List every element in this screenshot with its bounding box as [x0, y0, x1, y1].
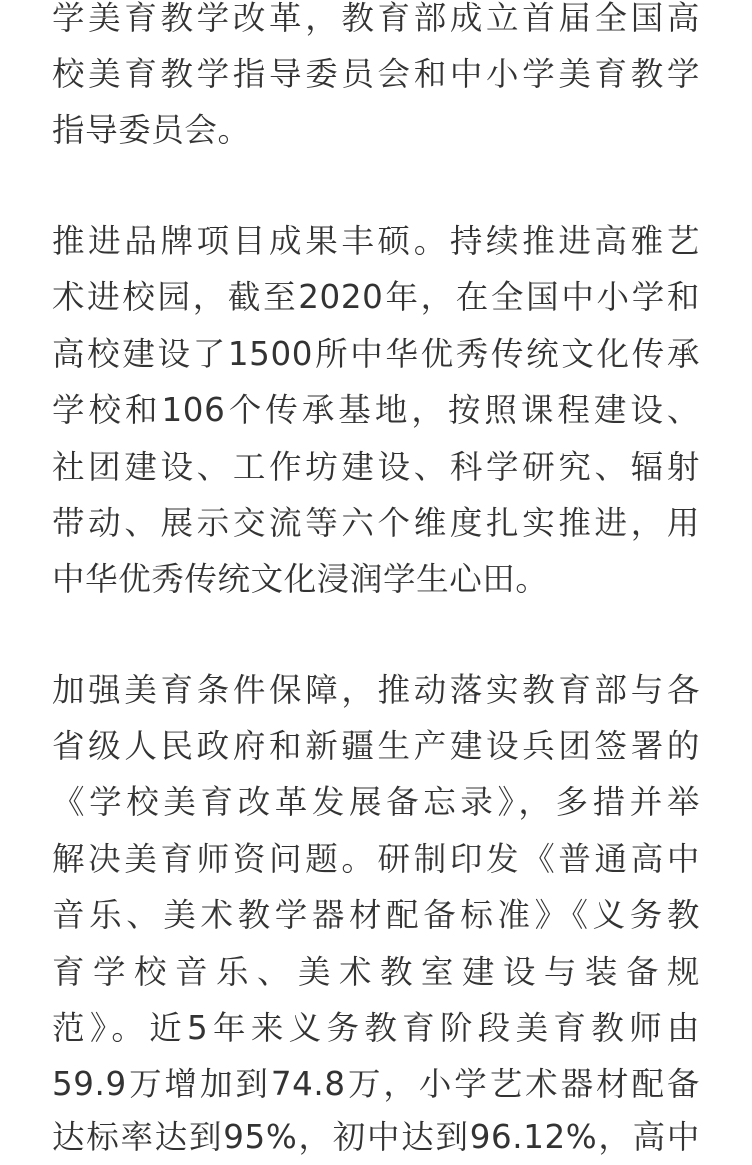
paragraph-3-line-6: 育学校音乐、美术教室建设与装备规 [52, 953, 700, 991]
paragraph-3-line-9: 达标率达到95%，初中达到96.12%，高中 [52, 1118, 700, 1156]
paragraph-3-line-4: 解决美育师资问题。研制印发《普通高中 [52, 840, 700, 878]
paragraph-3-line-5: 音乐、美术教学器材配备标准》《义务教 [52, 896, 700, 934]
paragraph-3-line-8: 59.9万增加到74.8万，小学艺术器材配备 [52, 1065, 700, 1103]
paragraph-2-line-4: 学校和106个传承基地，按照课程建设、 [52, 391, 700, 429]
paragraph-2-line-7: 中华优秀传统文化浸润学生心田。 [52, 560, 549, 598]
paragraph-1-line-1: 学美育教学改革，教育部成立首届全国高 [52, 0, 700, 37]
paragraph-3-line-3: 《学校美育改革发展备忘录》，多措并举 [52, 783, 700, 821]
paragraph-1-line-2: 校美育教学指导委员会和中小学美育教学 [52, 55, 700, 93]
paragraph-3-line-7: 范》。近5年来义务教育阶段美育教师由 [52, 1009, 700, 1047]
paragraph-1-line-3: 指导委员会。 [52, 111, 251, 149]
paragraph-3-line-1: 加强美育条件保障，推动落实教育部与各 [52, 671, 700, 709]
paragraph-2-line-6: 带动、展示交流等六个维度扎实推进，用 [52, 504, 700, 542]
paragraph-2-line-3: 高校建设了1500所中华优秀传统文化传承 [52, 335, 700, 373]
paragraph-3-line-2: 省级人民政府和新疆生产建设兵团签署的 [52, 727, 700, 765]
paragraph-2-line-1: 推进品牌项目成果丰硕。持续推进高雅艺 [52, 222, 700, 260]
paragraph-2-line-5: 社团建设、工作坊建设、科学研究、辐射 [52, 448, 700, 486]
paragraph-2-line-2: 术进校园，截至2020年，在全国中小学和 [52, 278, 700, 316]
